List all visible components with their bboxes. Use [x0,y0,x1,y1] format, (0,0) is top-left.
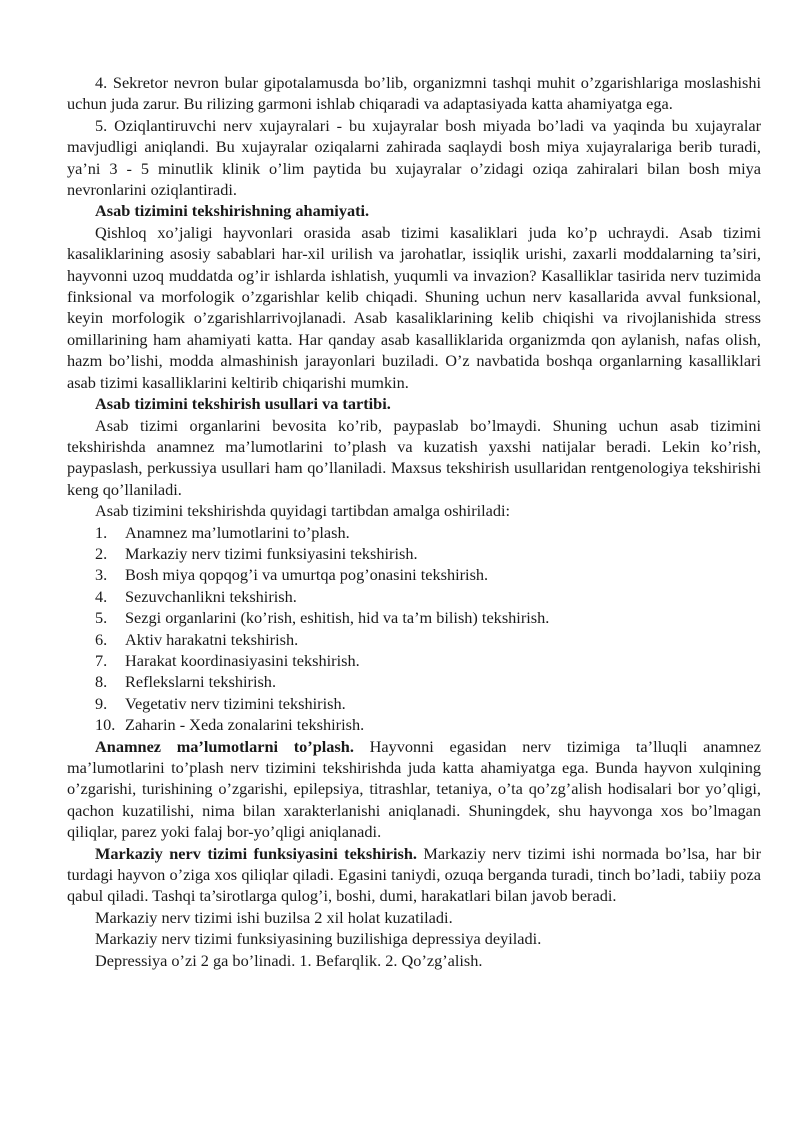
anamnesis-text: Hayvonni egasidan nerv tizimiga ta’lluqli anamnez ma’lumotlarini to’plash nerv tizimini tekshirishda juda katta ahamiyatga ega. Bunda hayvon xulqining o’zgarishi, turishining o’zgarishi, epilepsiya, titrashlar, tetaniya, o’ta qo’zg’alish hodisalari bor yo’qligi, qachon kuzatilishi, nima bilan xarakterlanishi aniqlanadi. Shuningdek, shu hayvonga xos bo’lmagan qiliqlar, parez yoki falaj bor-yo’qligi aniqlanadi. [67,736,761,842]
paragraph-secretory-neuron: 4. Sekretor nevron bular gipotalamusda bo’lib, organizmni tashqi muhit o’zgarishlariga moslashishi uchun juda zarur. Bu rilizing garmoni ishlab chiqaradi va adaptasiyada katta ahamiyatga ega. [67,73,761,114]
list-item [67,586,761,607]
inline-heading-anamnesis: Anamnez ma’lumotlarni to’plash. [95,736,354,756]
list-item-number: 5. [95,608,108,628]
list-item [67,671,761,692]
list-item [67,629,761,650]
paragraph-diseases: Qishloq xo’jaligi hayvonlari orasida asab tizimi kasaliklari juda ko’p uchraydi. Asab tizimi kasaliklarining asosiy sabablari har-xil urilish va jarohatlar, issiqlik urishi, zaxarli moddalarning ta’siri, hayvonni uzoq muddatda og’ir ishlarda ishlatish, yuqumli va invazion? Kasalliklar tasirida nerv tuzimida finksional va morfologik o’zgarishlar kelib chiqadi. Shuning uchun nerv kasallarida avval funksional, keyin morfologik o’zgarishlarrivojlanadi. Asab kasaliklarining kelib chiqishi va rivojlanishida stress omillarining ham ahamiyati katta. Har qanday asab kasalliklarida organizmda qon aylanish, nafas olish, hazm bo’lishi, modda almashinish jarayonlari buziladi. O’z navbatida boshqa organlarning kasalliklari asab tizimi kasalliklarini keltirib chiqarishi mumkin. [67,222,761,392]
list-item-text: Sezgi organlarini (ko’rish, eshitish, hid va ta’m bilish) tekshirish. [125,608,550,628]
list-item [67,693,761,714]
list-item-text: Aktiv harakatni tekshirish. [125,629,299,649]
section-heading-methods: Asab tizimini tekshirish usullari va tartibi. [95,394,391,414]
list-item-number: 6. [95,629,108,649]
list-item [67,543,761,564]
list-item-text: Sezuvchanlikni tekshirish. [125,586,297,606]
list-item-number: 10. [95,715,116,735]
list-item-text: Vegetativ nerv tizimini tekshirish. [125,693,346,713]
list-item [67,714,761,735]
list-item-number: 4. [95,586,108,606]
list-item-text: Anamnez ma’lumotlarini to’plash. [125,522,350,542]
paragraph-anamnesis [67,736,761,843]
list-item-text: Reflekslarni tekshirish. [125,672,277,692]
paragraph-two-states: Markaziy nerv tizimi ishi buzilsa 2 xil holat kuzatiladi. [95,907,453,927]
list-item-number: 8. [95,672,108,692]
list-item-text: Markaziy nerv tizimi funksiyasini tekshirish. [125,543,418,563]
examination-order-list [67,522,761,736]
paragraph-order-intro: Asab tizimini tekshirishda quyidagi tartibdan amalga oshiriladi: [95,501,511,521]
list-item-number: 2. [95,543,108,563]
section-heading-importance: Asab tizimini tekshirishning ahamiyati. [95,201,370,221]
list-item [67,522,761,543]
list-item-number: 7. [95,650,108,670]
list-item-number: 1. [95,522,108,542]
paragraph-methods: Asab tizimi organlarini bevosita ko’rib, paypaslab bo’lmaydi. Shuning uchun asab tizimini tekshirishda anamnez ma’lumotlarini to’plash va kuzatish yaxshi natijalar beradi. Lekin ko’rish, paypaslash, perkussiya usullari ham qo’llaniladi. Maxsus tekshirish usullaridan rentgenologiya tekshirishi keng qo’llaniladi. [67,415,761,499]
paragraph-nourishing-cells: 5. Oziqlantiruvchi nerv xujayralari - bu xujayralar bosh miyada bo’ladi va yaqinda bu xujayralar mavjudligi aniqlandi. Bu xujayralar oziqalarni zahirada saqlaydi bosh miya xujayralariga berib turadi, ya’ni 3 - 5 minutlik klinik o’lim paytida bu xujayralar o’zidagi oziqa zahiralari bilan bosh miya nevronlarini oziqlantiradi. [67,115,761,200]
list-item-text: Bosh miya qopqog’i va umurtqa pog’onasini tekshirish. [125,565,489,585]
paragraph-depression-types: Depressiya o’zi 2 ga bo’linadi. 1. Befarqlik. 2. Qo’zg’alish. [95,950,483,970]
list-item-number: 3. [95,565,108,585]
list-item [67,607,761,628]
paragraph-depression-definition: Markaziy nerv tizimi funksiyasining buzilishiga depressiya deyiladi. [95,929,542,949]
paragraph-cns-function [67,843,761,907]
list-item-number: 9. [95,693,108,713]
list-item-text: Harakat koordinasiyasini tekshirish. [125,650,360,670]
list-item [67,650,761,671]
inline-heading-cns-function: Markaziy nerv tizimi funksiyasini tekshirish. [95,843,417,863]
list-item-text: Zaharin - Xeda zonalarini tekshirish. [125,715,365,735]
cns-function-text: Markaziy nerv tizimi ishi normada bo’lsa, har bir turdagi hayvon o’ziga xos qiliqlar qiladi. Egasini taniydi, ozuqa berganda turadi, tinch bo’ladi, tabiiy poza qabul qiladi. Tashqi ta’sirotlarga qulog’i, boshi, dumi, harakatlari bilan javob beradi. [67,843,762,906]
document-page [67,72,761,971]
list-item [67,564,761,585]
